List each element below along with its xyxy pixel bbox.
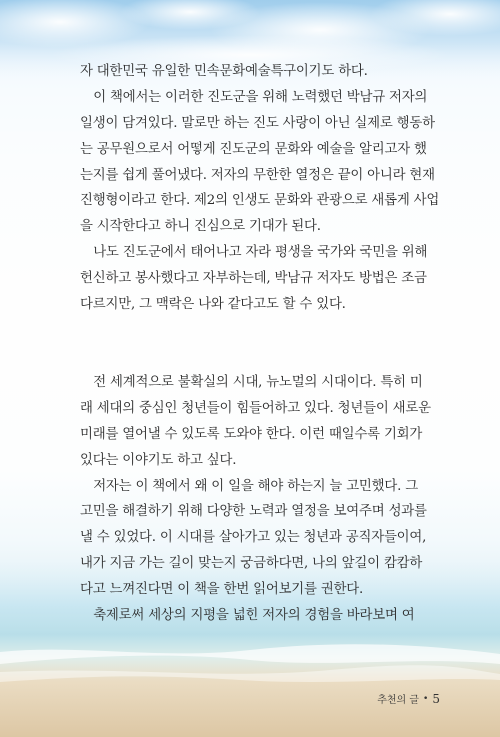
- text-line: 다고 느껴진다면 이 책을 한번 읽어보기를 권한다.: [80, 582, 364, 598]
- text-line: 낼 수 있었다. 이 시대를 살아가고 있는 청년과 공직자들이여,: [80, 530, 427, 546]
- text-line: 축제로써 세상의 지평을 넓힌 저자의 경험을 바라보며 여: [80, 608, 415, 624]
- page-footer: [377, 691, 440, 706]
- text-line: 전 세계적으로 불확실의 시대, 뉴노멀의 시대이다. 특히 미: [80, 375, 423, 390]
- page-number: 5: [432, 691, 440, 706]
- separator-dot: •: [423, 693, 429, 704]
- text-line: 자 대한민국 유일한 민속문화예술특구이기도 하다.: [80, 64, 368, 79]
- text-line: 내가 지금 가는 길이 맞는지 궁금하다면, 나의 앞길이 캄캄하: [80, 556, 423, 572]
- body-text-top: [80, 59, 440, 318]
- text-line: 나도 진도군에서 태어나고 자라 평생을 국가와 국민을 위해: [80, 245, 428, 261]
- text-line: 헌신하고 봉사했다고 자부하는데, 박남규 저자도 방법은 조금: [80, 271, 427, 287]
- body-text-bottom: [80, 370, 430, 629]
- text-line: 는 공무원으로서 어떻게 진도군의 문화와 예술을 알리고자 했: [80, 141, 427, 157]
- text-line: 래 세대의 중심인 청년들이 힘들어하고 있다. 청년들이 새로운: [80, 400, 431, 416]
- text-line: 진행형이라고 한다. 제2의 인생도 문화와 관광으로 새롭게 사업: [80, 193, 440, 209]
- text-line: 저자는 이 책에서 왜 이 일을 해야 하는지 늘 고민했다. 그: [80, 478, 418, 494]
- text-line: 일생이 담겨있다. 말로만 하는 진도 사랑이 아닌 실제로 행동하: [80, 115, 435, 131]
- text-line: 는지를 쉽게 풀어냈다. 저자의 무한한 열정은 끝이 아니라 현재: [80, 167, 435, 183]
- text-line: 다르지만, 그 맥락은 나와 같다고도 할 수 있다.: [80, 297, 346, 313]
- text-line: 이 책에서는 이러한 진도군을 위해 노력했던 박남규 저자의: [80, 89, 428, 105]
- text-line: 있다는 이야기도 하고 싶다.: [80, 452, 237, 468]
- text-line: 미래를 열어낼 수 있도록 도와야 한다. 이런 때일수록 기회가: [80, 426, 423, 442]
- section-title: 추천의 글: [377, 695, 420, 706]
- text-line: 고민을 해결하기 위해 다양한 노력과 열정을 보여주며 성과를: [80, 504, 427, 520]
- text-line: 을 시작한다고 하니 진심으로 기대가 된다.: [80, 219, 321, 235]
